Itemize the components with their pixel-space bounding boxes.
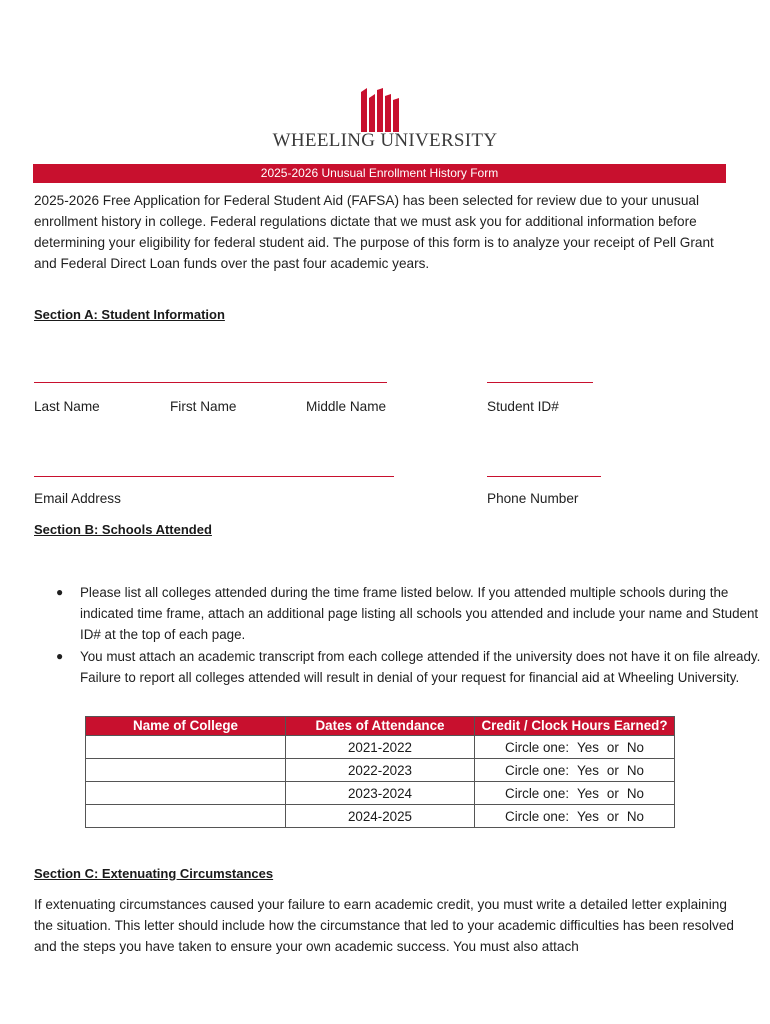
or-text: or — [606, 762, 619, 778]
no-option[interactable]: No — [626, 739, 644, 755]
yes-option[interactable]: Yes — [577, 739, 599, 755]
col-dates-header: Dates of Attendance — [286, 717, 475, 736]
first-name-label: First Name — [170, 399, 237, 414]
table-row — [86, 805, 675, 828]
college-cell[interactable] — [86, 759, 286, 782]
credit-cell — [475, 759, 675, 782]
table-header-row — [86, 717, 675, 736]
yes-option[interactable]: Yes — [577, 808, 599, 824]
phone-label: Phone Number — [487, 491, 579, 506]
phone-line[interactable] — [487, 476, 601, 477]
bullet-icon: ● — [56, 585, 64, 599]
no-option[interactable]: No — [626, 785, 644, 801]
no-option[interactable]: No — [626, 808, 644, 824]
circle-one-text: Circle one: — [505, 739, 570, 755]
wheeling-logo-icon — [361, 88, 399, 132]
section-c-heading: Section C: Extenuating Circumstances — [34, 866, 274, 881]
schools-table — [85, 716, 675, 828]
email-label: Email Address — [34, 491, 121, 506]
yes-option[interactable]: Yes — [577, 785, 599, 801]
student-id-line[interactable] — [487, 382, 593, 383]
or-text: or — [606, 808, 619, 824]
name-line[interactable] — [34, 382, 387, 383]
last-name-label: Last Name — [34, 399, 100, 414]
intro-paragraph: 2025-2026 Free Application for Federal Student Aid (FAFSA) has been selected for review due to your unusual enrollment history in college. Federal regulations dictate that we must ask you for additional information before determining your eligibility for federal student aid. The purpose of this form is to analyze your receipt of Pell Grant and Federal Direct Loan funds over the past four academic years. — [34, 193, 714, 271]
form-title-banner: 2025-2026 Unusual Enrollment History Form — [33, 164, 726, 183]
col-college-header: Name of College — [86, 717, 286, 736]
table-row — [86, 782, 675, 805]
university-name: WHEELING UNIVERSITY — [272, 130, 498, 151]
dates-cell: 2023-2024 — [286, 782, 475, 805]
student-id-label: Student ID# — [487, 399, 559, 414]
credit-cell — [475, 736, 675, 759]
yes-option[interactable]: Yes — [577, 762, 599, 778]
dates-cell: 2021-2022 — [286, 736, 475, 759]
section-b-heading: Section B: Schools Attended — [34, 522, 212, 537]
list-item — [56, 582, 770, 645]
section-a-heading: Section A: Student Information — [34, 307, 225, 322]
email-line[interactable] — [34, 476, 394, 477]
or-text: or — [606, 739, 619, 755]
middle-name-label: Middle Name — [306, 399, 387, 414]
college-cell[interactable] — [86, 736, 286, 759]
bullet-icon: ● — [56, 649, 64, 663]
dates-cell: 2024-2025 — [286, 805, 475, 828]
bullet-text: Please list all colleges attended during the time frame listed below. If you attended multiple schools during the indicated time frame, attach an additional page listing all schools you attended and include your name and Student ID# at the top of each page. — [80, 585, 759, 642]
section-c-paragraph: If extenuating circumstances caused your failure to earn academic credit, you must write a detailed letter explaining the situation. This letter should include how the circumstance that led to your academic difficulties has been resolved and the steps you have taken to ensure your own academic success. You must also attach — [34, 897, 734, 954]
dates-cell: 2022-2023 — [286, 759, 475, 782]
col-credit-header: Credit / Clock Hours Earned? — [475, 717, 675, 736]
circle-one-text: Circle one: — [505, 785, 570, 801]
no-option[interactable]: No — [626, 762, 644, 778]
table-row — [86, 759, 675, 782]
circle-one-text: Circle one: — [505, 762, 570, 778]
circle-one-text: Circle one: — [505, 808, 570, 824]
credit-cell — [475, 782, 675, 805]
credit-cell — [475, 805, 675, 828]
instructions-list — [34, 582, 770, 689]
list-item — [56, 646, 770, 688]
table-row — [86, 736, 675, 759]
or-text: or — [606, 785, 619, 801]
bullet-text: You must attach an academic transcript from each college attended if the university does not have it on file already. Failure to report all colleges attended will result in denial of your request for financial aid at Wheeling University. — [80, 649, 761, 685]
college-cell[interactable] — [86, 782, 286, 805]
college-cell[interactable] — [86, 805, 286, 828]
